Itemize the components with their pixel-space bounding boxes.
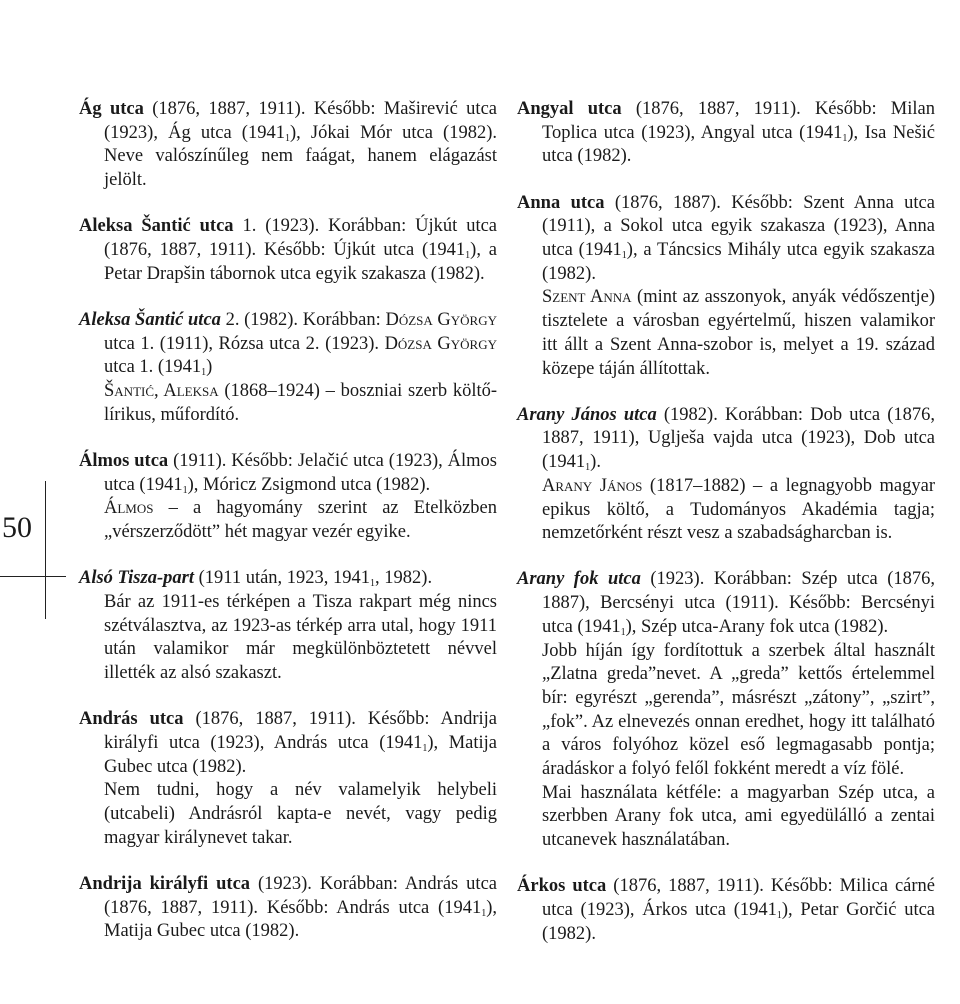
- subscript: 1: [842, 132, 848, 144]
- entry-headword: Anna utca: [517, 192, 605, 213]
- entry-andrija-kiralyfi-utca: [79, 873, 497, 944]
- entry-body: (1923). Korábban: Szép utca (1876, 1887), Bercsényi utca (1911). Később: Bercsényi utca (1941: [542, 569, 935, 637]
- entry-anna-utca: [517, 192, 935, 382]
- small-caps-name: Arany János: [542, 475, 643, 496]
- crop-mark-vertical: [45, 481, 46, 619]
- entry-arany-fok-utca: [517, 568, 935, 852]
- entry-text: [79, 567, 497, 591]
- subscript: 1: [284, 132, 290, 144]
- entry-body: – a hagyomány szerint az Etelközben „vérszerződött” hét magyar vezér egyike.: [104, 498, 497, 543]
- entry-body: ), Matija Gubec utca (1982).: [104, 897, 497, 942]
- entry-text: [79, 215, 497, 286]
- entry-body: 1. (1923). Korábban: Újkút utca (1876, 1887, 1911). Később: Újkút utca (1941: [104, 216, 498, 261]
- page-number: 50: [2, 511, 32, 544]
- entry-headword: Árkos utca: [517, 876, 607, 897]
- entry-body: (mint az asszonyok, anyák védőszentje) tisztelete a városban egyértelmű, hiszen valamikor itt állt a Szent Anna-szobor is, melyet a 19. század közepe táján állítottak.: [542, 287, 935, 379]
- entry-body: utca 1. (1941: [104, 357, 202, 378]
- entry-headword: Arany fok utca: [517, 569, 641, 590]
- entry-headword: Arany János utca: [517, 404, 657, 425]
- entry-body: ).: [590, 452, 601, 473]
- entry-almos-utca: [79, 450, 497, 545]
- entry-note: [79, 497, 497, 544]
- entry-text: [517, 404, 935, 475]
- entry-text: [79, 873, 497, 944]
- entry-body: ), Jókai Mór utca (1982). Neve valószínűleg nem faágat, hanem elágazást jelölt.: [104, 122, 497, 191]
- entry-body: (1982). Korábban: Dob utca (1876, 1887, 1911), Uglješa vajda utca (1923), Dob utca (1941: [542, 404, 935, 473]
- subscript: 1: [465, 250, 471, 262]
- entry-body: (1923). Korábban: András utca (1876, 1887, 1911). Később: András utca (1941: [104, 873, 497, 918]
- right-column: [517, 98, 935, 969]
- entry-headword: András utca: [79, 709, 184, 730]
- entry-body: ), Petar Gorčić utca (1982).: [542, 900, 936, 944]
- entry-headword: Aleksa Šantić utca: [79, 309, 221, 330]
- entry-body: ), a Táncsics Mihály utca egyik szakasza (1982).: [542, 240, 935, 284]
- entry-text: [79, 708, 497, 779]
- entry-text: [517, 568, 935, 639]
- entry-body: (1868–1924) – boszniai szerb költő-lírikus, műfordító.: [104, 381, 498, 425]
- entry-headword: Angyal utca: [517, 99, 622, 119]
- entry-andras-utca: [79, 708, 497, 850]
- entry-arany-janos-utca: [517, 404, 935, 546]
- entry-body: (1876, 1887). Később: Szent Anna utca (1911), a Sokol utca egyik szakasza (1923), Anna utca (1941: [542, 192, 935, 261]
- entry-body: ), Matija Gubec utca (1982).: [104, 732, 497, 777]
- entry-also-tisza-part: [79, 567, 497, 686]
- subscript: 1: [182, 484, 188, 496]
- entry-headword: Aleksa Šantić utca: [79, 216, 234, 237]
- entry-note: [79, 380, 497, 427]
- entry-text: [517, 192, 935, 287]
- subscript: 1: [481, 907, 487, 919]
- left-column: [79, 98, 497, 967]
- subscript: 1: [621, 250, 627, 262]
- entry-body: (1911 után, 1923, 1941: [193, 568, 371, 589]
- small-caps-name: Šantić, Aleksa: [104, 381, 219, 402]
- entry-body: (1876, 1887, 1911). Később: Andrija királyfi utca (1923), András utca (1941: [104, 709, 497, 753]
- entry-arkos-utca: [517, 875, 935, 946]
- entry-aleksa-santic-utca-2: [79, 309, 497, 428]
- subscript: 1: [370, 578, 376, 590]
- entry-body: ), Szép utca-Arany fok utca (1982).: [625, 616, 889, 637]
- small-caps-name: Szent Anna: [542, 287, 632, 308]
- entry-body: ): [206, 357, 213, 378]
- entry-body: 2. (1982). Korábban:: [220, 309, 386, 330]
- entry-note: Bár az 1911-es térképen a Tisza rakpart még nincs szétválasztva, az 1923-as térkép arra utal, hogy 1911 után valamikor már megkülönböztetett névvel illették az alsó szakaszt.: [104, 591, 497, 684]
- entry-body: ), a Petar Drapšin tábornok utca egyik szakasza (1982).: [104, 240, 497, 284]
- entry-body: (1911). Később: Jelačić utca (1923), Álmos utca (1941: [104, 450, 497, 495]
- entry-body: (1876, 1887, 1911). Később: Maširević utca (1923), Ág utca (1941: [104, 99, 497, 143]
- entry-note: Mai használata kétféle: a magyarban Szép utca, a szerbben Arany fok utca, ami egyedülálló a zentai utcanevek használatában.: [542, 782, 935, 851]
- entry-text: [79, 309, 497, 380]
- entry-note: [517, 475, 935, 546]
- entry-body: (1817–1882) – a legnagyobb magyar epikus költő, a Tudományos Akadémia tagja; nemzetőrként részt vesz a szabadságharcban is.: [542, 475, 935, 544]
- entry-body: ), Isa Nešić utca (1982).: [542, 122, 936, 167]
- entry-body: utca 1. (1911), Rózsa utca 2. (1923).: [104, 333, 385, 354]
- entry-headword: Andrija királyfi utca: [79, 873, 251, 894]
- entry-text: [79, 98, 497, 193]
- entry-note: Nem tudni, hogy a név valamelyik helybeli (utcabeli) Andrásról kapta-e nevét, vagy pedig magyar királynevet takar.: [104, 780, 497, 848]
- crop-mark-horizontal: [0, 576, 66, 577]
- subscript: 1: [422, 742, 428, 754]
- entry-text: [517, 98, 935, 169]
- entry-note: Jobb híján így fordítottuk a szerbek által használt „Zlatna greda”nevet. A „greda” kettős értelemmel bír: egyrészt „gerenda”, másrészt „zátony”, „szirt”, „fok”. Az elnevezés onnan eredhet, hogy itt található a város folyóhoz közel eső legmagasabb pontja; áradáskor a folyó felől fokként meredt a víz fölé.: [542, 640, 935, 780]
- entry-body: ), Móricz Zsigmond utca (1982).: [187, 474, 431, 495]
- subscript: 1: [620, 626, 626, 638]
- entry-headword: Álmos utca: [79, 450, 169, 471]
- entry-body: (1876, 1887, 1911). Később: Milica cárné utca (1923), Árkos utca (1941: [542, 876, 935, 921]
- entry-text: [517, 875, 935, 946]
- small-caps-name: Dózsa György: [385, 309, 497, 330]
- entry-aleksa-santic-utca-1: [79, 215, 497, 286]
- entry-ag-utca: [79, 98, 497, 193]
- entry-text: [79, 450, 497, 497]
- entry-angyal-utca: [517, 98, 935, 169]
- subscript: 1: [201, 367, 207, 379]
- entry-note: [517, 286, 935, 381]
- entry-headword: Ág utca: [79, 99, 144, 119]
- small-caps-name: Dózsa György: [384, 333, 497, 354]
- entry-body: (1876, 1887, 1911). Később: Milan Toplica utca (1923), Angyal utca (1941: [542, 99, 935, 143]
- subscript: 1: [776, 910, 782, 922]
- small-caps-name: Álmos: [104, 498, 154, 519]
- entry-headword: Alsó Tisza-part: [79, 568, 194, 589]
- entry-body: , 1982).: [375, 568, 433, 589]
- subscript: 1: [585, 462, 591, 474]
